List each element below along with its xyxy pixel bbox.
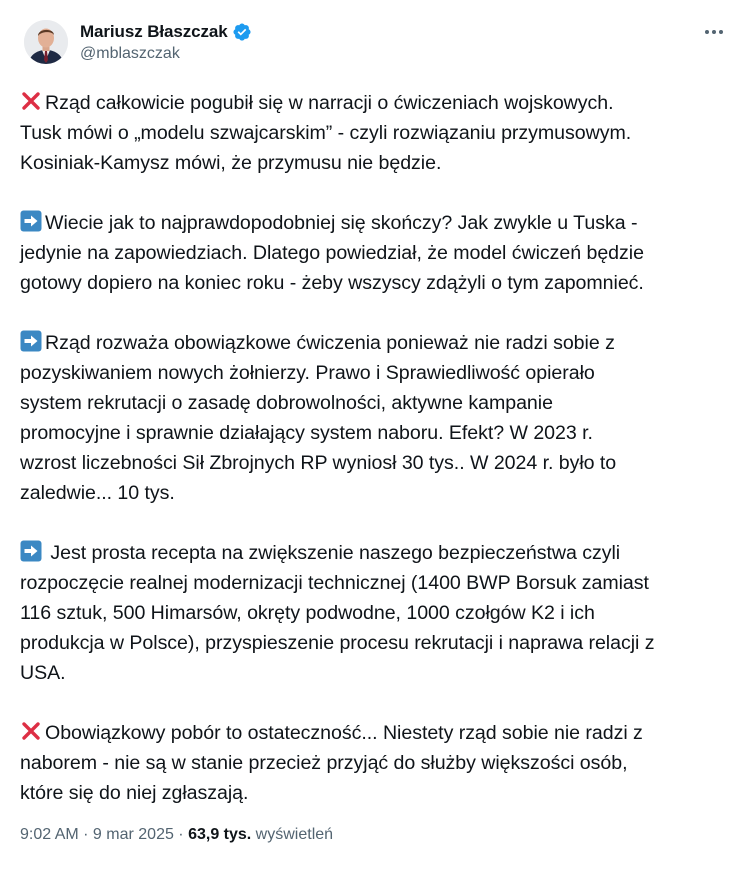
text-line: Tusk mówi o „modelu szwajcarskim” - czyli rozwiązaniu przymusowym. bbox=[20, 122, 632, 144]
tweet-paragraph bbox=[20, 538, 732, 688]
tweet-paragraph bbox=[20, 328, 732, 508]
text-line: jedynie na zapowiedziach. Dlatego powiedział, że model ćwiczeń będzie bbox=[20, 242, 644, 264]
text-line: wzrost liczebności Sił Zbrojnych RP wyniosł 30 tys.. W 2024 r. było to bbox=[20, 452, 617, 474]
more-horizontal-icon-dot bbox=[712, 30, 716, 34]
tweet-header bbox=[22, 18, 728, 74]
text-line: Jest prosta recepta na zwiększenie naszego bezpieczeństwa czyli bbox=[20, 538, 732, 568]
text-line: Rząd rozważa obowiązkowe ćwiczenia ponieważ nie radzi sobie z bbox=[20, 328, 732, 358]
text-line: pozyskiwaniem nowych żołnierzy. Prawo i Sprawiedliwość opierało bbox=[20, 362, 595, 384]
text-line: które się do niej zgłaszają. bbox=[20, 782, 249, 804]
text-line: promocyjne i sprawnie działający system naboru. Efekt? W 2023 r. bbox=[20, 422, 593, 444]
cross-mark-icon bbox=[20, 720, 42, 742]
display-name-row bbox=[80, 20, 252, 44]
tweet-timestamp-link[interactable] bbox=[20, 826, 174, 843]
text-line: Obowiązkowy pobór to ostateczność... Niestety rząd sobie nie radzi z bbox=[20, 718, 732, 748]
avatar[interactable] bbox=[24, 20, 68, 64]
tweet-paragraph bbox=[20, 208, 732, 298]
text-line: Rząd całkowicie pogubił się w narracji o ćwiczeniach wojskowych. bbox=[20, 88, 732, 118]
text-line: gotowy dopiero na koniec roku - żeby wszyscy zdążyli o tym zapomnieć. bbox=[20, 272, 644, 294]
author-handle[interactable]: @mblaszczak bbox=[80, 45, 180, 62]
text-line: naborem - nie są w stanie przecież przyjąć do służby większości osób, bbox=[20, 752, 628, 774]
text-line: produkcja w Polsce), przyspieszenie procesu rekrutacji i naprawa relacji z bbox=[20, 632, 655, 654]
tweet-paragraph bbox=[20, 718, 732, 808]
right-arrow-icon bbox=[20, 540, 42, 562]
more-horizontal-icon bbox=[705, 30, 709, 34]
tweet-paragraph bbox=[20, 88, 732, 178]
verified-badge-icon bbox=[232, 22, 252, 42]
tweet-text bbox=[20, 88, 732, 838]
text-line: USA. bbox=[20, 662, 66, 684]
right-arrow-icon bbox=[20, 210, 42, 232]
text-line: zaledwie... 10 tys. bbox=[20, 482, 175, 504]
meta-separator: · bbox=[78, 826, 93, 843]
text-line: rozpoczęcie realnej modernizacji technicznej (1400 BWP Borsuk zamiast bbox=[20, 572, 649, 594]
views-label: wyświetleń bbox=[251, 826, 334, 843]
cross-mark-icon bbox=[20, 90, 42, 112]
text-line: Wiecie jak to najprawdopodobniej się skończy? Jak zwykle u Tuska - bbox=[20, 208, 732, 238]
more-options-button[interactable] bbox=[702, 22, 726, 42]
author-display-name[interactable]: Mariusz Błaszczak bbox=[80, 22, 228, 41]
meta-separator: · bbox=[173, 826, 189, 843]
views-count: 63,9 tys. bbox=[188, 826, 252, 843]
author-names bbox=[80, 20, 252, 63]
views-link[interactable] bbox=[188, 826, 333, 843]
text-line: 116 sztuk, 500 Himarsów, okręty podwodne, 1000 czołgów K2 i ich bbox=[20, 602, 595, 624]
tweet-date: 9 mar 2025 bbox=[92, 826, 174, 843]
tweet-time: 9:02 AM bbox=[20, 826, 79, 843]
right-arrow-icon bbox=[20, 330, 42, 352]
tweet-meta bbox=[20, 826, 333, 844]
profile-photo-icon bbox=[24, 20, 68, 64]
more-horizontal-icon-dot bbox=[719, 30, 723, 34]
text-line: Kosiniak-Kamysz mówi, że przymusu nie będzie. bbox=[20, 152, 442, 174]
text-line: system rekrutacji o zasadę dobrowolności, aktywne kampanie bbox=[20, 392, 553, 414]
